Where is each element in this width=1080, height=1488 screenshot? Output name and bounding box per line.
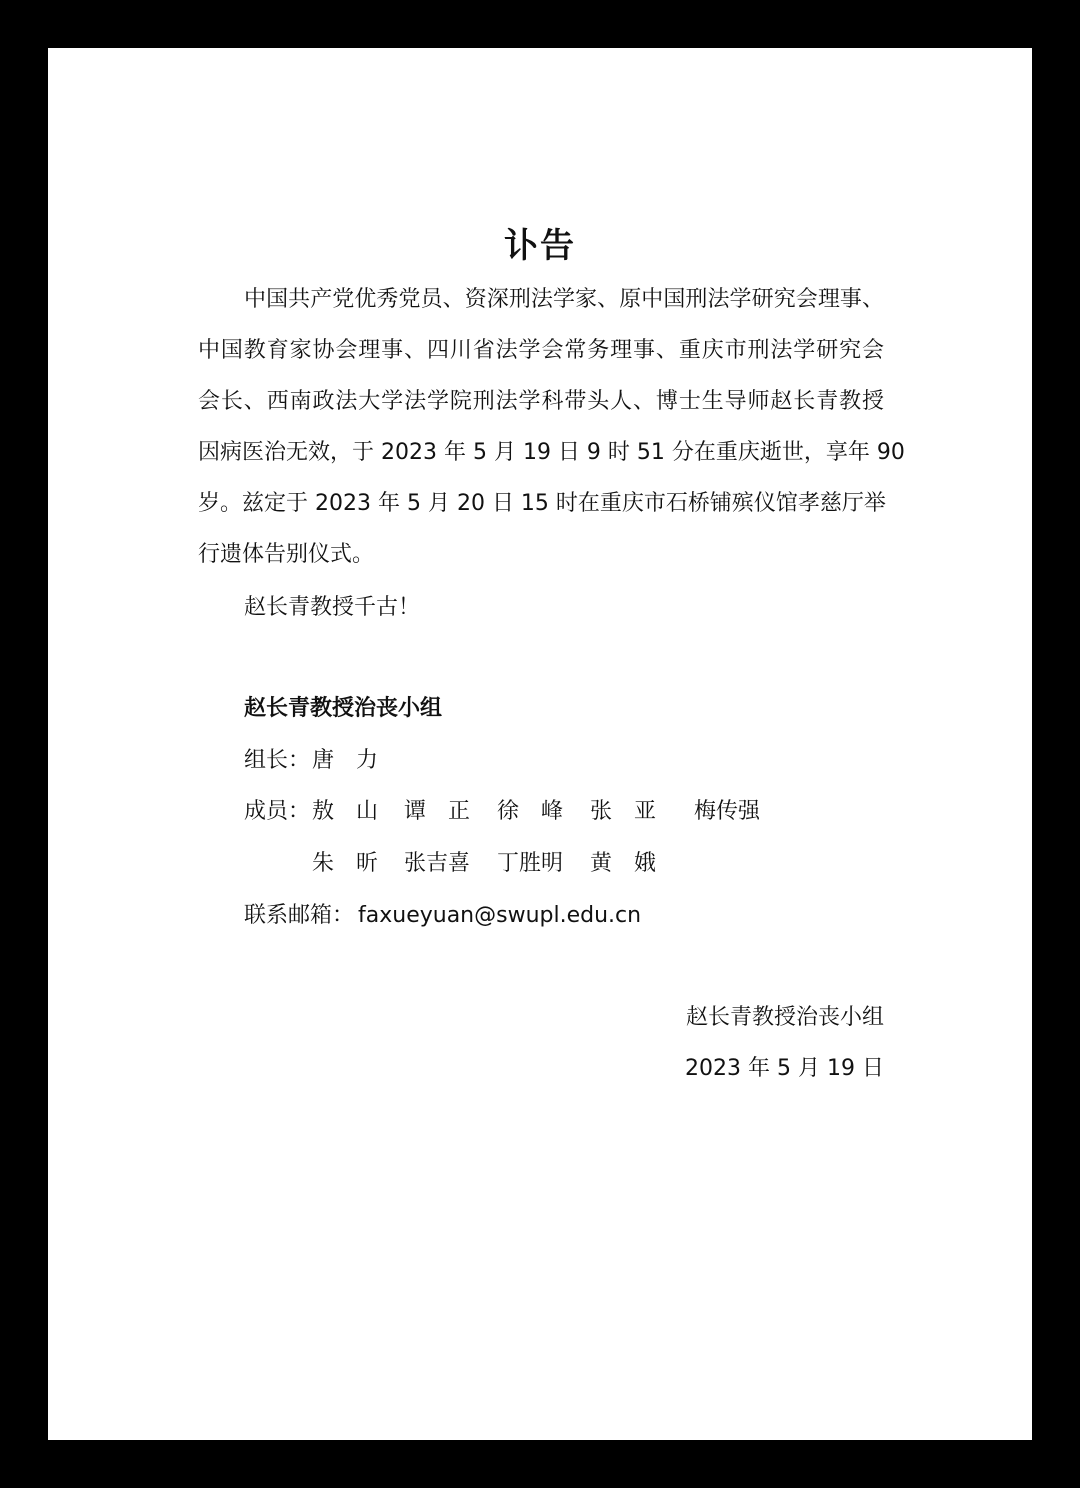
obituary-page xyxy=(48,48,1032,1440)
body-line-6: 行遗体告别仪式。 xyxy=(198,542,375,567)
members-label: 成员： xyxy=(244,799,311,824)
signature-org: 赵长青教授治丧小组 xyxy=(685,1005,884,1030)
email-address[interactable]: faxueyuan@swupl.edu.cn xyxy=(358,903,642,928)
leader-label: 组长： xyxy=(244,748,311,773)
member-name: 朱 昕 xyxy=(312,851,379,876)
body-line-4: 因病医治无效，于 2023 年 5 月 19 日 9 时 51 分在重庆逝世，享年 90 xyxy=(198,440,905,465)
member-name: 黄 娥 xyxy=(590,851,657,876)
body-line-2: 中国教育家协会理事、四川省法学会常务理事、重庆市刑法学研究会 xyxy=(198,338,884,363)
member-name: 徐 峰 xyxy=(497,799,564,824)
member-name: 张吉喜 xyxy=(404,851,471,876)
member-name: 谭 正 xyxy=(404,799,471,824)
leader-name: 唐 力 xyxy=(312,748,379,773)
member-name: 张 亚 xyxy=(590,799,657,824)
document-title: 讣告 xyxy=(504,226,576,266)
committee-members-row-2 xyxy=(244,849,884,879)
committee-leader-row xyxy=(244,746,884,776)
member-name: 梅传强 xyxy=(694,799,761,824)
committee-heading: 赵长青教授治丧小组 xyxy=(244,696,443,721)
member-name: 丁胜明 xyxy=(497,851,564,876)
body-line-1: 中国共产党优秀党员、资深刑法学家、原中国刑法学研究会理事、 xyxy=(244,287,884,312)
contact-email-row xyxy=(244,901,884,931)
member-name: 敖 山 xyxy=(312,799,379,824)
email-label: 联系邮箱： xyxy=(244,903,355,928)
tribute-line: 赵长青教授千古！ xyxy=(244,595,421,620)
body-line-5: 岁。兹定于 2023 年 5 月 20 日 15 时在重庆市石桥铺殡仪馆孝慈厅举 xyxy=(198,491,886,516)
committee-members-row-1 xyxy=(244,797,884,827)
body-line-3: 会长、西南政法大学法学院刑法学科带头人、博士生导师赵长青教授 xyxy=(198,389,884,414)
signature-date: 2023 年 5 月 19 日 xyxy=(685,1056,884,1081)
